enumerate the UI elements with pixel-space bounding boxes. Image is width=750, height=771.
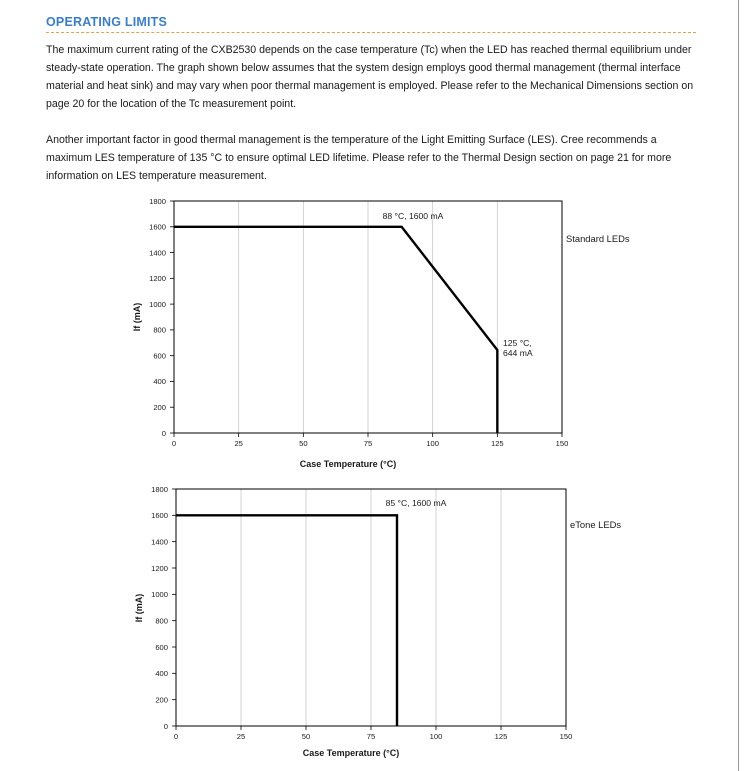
y-tick-label: 200 <box>155 695 168 705</box>
intro-paragraph: The maximum current rating of the CXB2530 depends on the case temperature (Tc) when the LED has reached thermal equilibrium under steady-state operation. The graph shown below assumes that the system design employs good thermal management (thermal interface material and heat sink) and may vary when poor thermal management is employed. Please refer to the Mechanical Dimensions section on page 20 for the location of the Tc measurement point. <box>46 44 694 110</box>
x-tick-label: 100 <box>429 732 443 741</box>
x-tick-label: 100 <box>426 439 440 448</box>
y-tick-label: 1200 <box>149 274 166 284</box>
x-tick-label: 25 <box>234 439 243 448</box>
y-tick-label: 1200 <box>151 563 168 573</box>
x-tick-label: 75 <box>363 439 373 448</box>
section-title: OPERATING LIMITS <box>46 15 168 29</box>
y-tick-label: 400 <box>155 669 168 679</box>
series-line <box>176 515 397 726</box>
point-annotation: 125 °C, 644 mA <box>503 338 533 358</box>
les-paragraph: Another important factor in good thermal management is the temperature of the Light Emitting Surface (LES). Cree recommends a maximum LES temperature of 135 °C to ensure optimal LED lifetime. Please refer to the Thermal Design section on page 21 for more information on LES temperature measurement. <box>46 134 672 182</box>
series-label: eTone LEDs <box>570 519 622 530</box>
x-tick-label: 50 <box>301 732 311 741</box>
y-tick-label: 1400 <box>151 537 168 547</box>
x-tick-label: 150 <box>559 732 573 741</box>
x-axis-title: Case Temperature (°C) <box>299 459 397 469</box>
x-tick-label: 125 <box>494 732 508 741</box>
y-tick-label: 200 <box>153 403 166 413</box>
x-tick-label: 75 <box>366 732 376 741</box>
y-tick-label: 1600 <box>149 222 166 232</box>
y-tick-label: 0 <box>163 721 168 731</box>
y-tick-label: 1600 <box>151 511 168 521</box>
y-tick-label: 1000 <box>151 590 168 600</box>
x-tick-label: 0 <box>171 439 177 448</box>
series-line <box>174 227 497 433</box>
x-axis-title: Case Temperature (°C) <box>302 748 400 758</box>
etone-led-derating-chart <box>0 478 660 768</box>
point-annotation: 85 °C, 1600 mA <box>385 498 447 508</box>
y-tick-label: 400 <box>153 377 166 387</box>
x-tick-label: 0 <box>173 732 179 741</box>
y-tick-label: 1400 <box>149 248 166 258</box>
x-tick-label: 50 <box>299 439 308 448</box>
x-tick-label: 125 <box>490 439 504 448</box>
title-divider <box>46 32 696 33</box>
y-tick-label: 600 <box>155 642 168 652</box>
standard-led-derating-chart <box>0 192 660 478</box>
x-tick-label: 25 <box>236 732 246 741</box>
y-tick-label: 800 <box>155 616 168 626</box>
y-tick-label: 1800 <box>149 196 166 206</box>
y-axis-title: If (mA) <box>132 302 142 332</box>
y-tick-label: 1800 <box>151 484 168 494</box>
y-tick-label: 600 <box>153 351 166 361</box>
y-tick-label: 0 <box>161 428 166 438</box>
y-tick-label: 1000 <box>149 299 166 309</box>
y-tick-label: 800 <box>153 325 166 335</box>
series-label: Standard LEDs <box>566 233 630 244</box>
y-axis-title: If (mA) <box>134 593 144 623</box>
x-tick-label: 150 <box>555 439 569 448</box>
point-annotation: 88 °C, 1600 mA <box>382 211 444 221</box>
